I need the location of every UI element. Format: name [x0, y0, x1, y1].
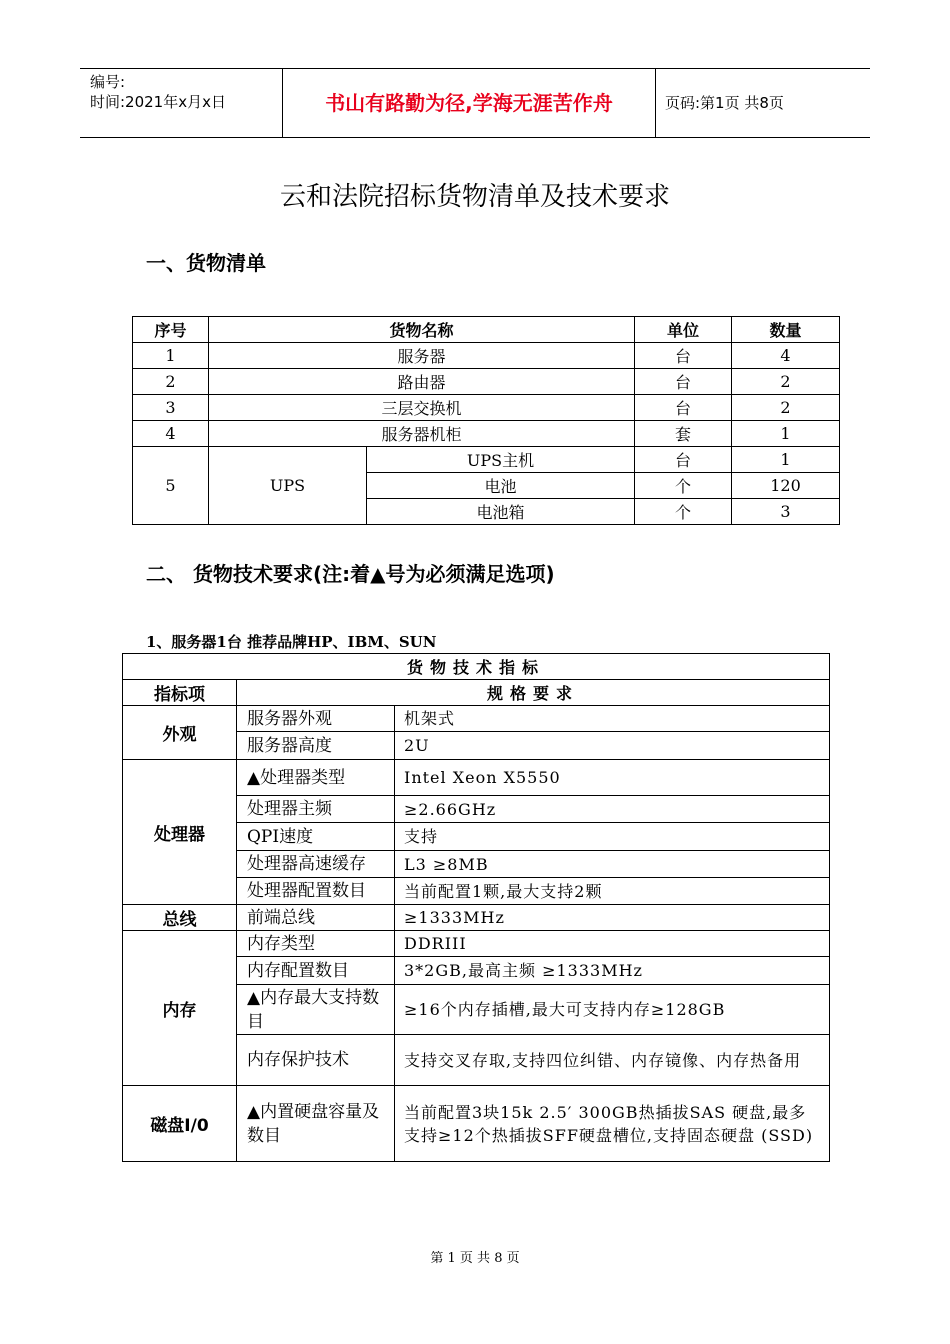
- goods-qty: 4: [732, 343, 840, 369]
- table-row: [123, 905, 830, 931]
- table-row: [123, 931, 830, 957]
- spec-item: 服务器高度: [237, 732, 395, 760]
- spec-item: 内存类型: [237, 931, 395, 957]
- subsection1-heading: 1、服务器1台 推荐品牌HP、IBM、SUN: [146, 633, 437, 651]
- spec-value: 支持: [395, 823, 830, 851]
- spec-category: 总线: [123, 905, 237, 931]
- spec-item: 前端总线: [237, 905, 395, 931]
- spec-value: DDRIII: [395, 931, 830, 957]
- goods-qty: 3: [732, 499, 840, 525]
- table-row: [123, 706, 830, 732]
- spec-caption: 货物技术指标: [123, 654, 830, 680]
- goods-name: 三层交换机: [209, 395, 635, 421]
- spec-value: 当前配置3块15k 2.5′ 300GB热插拔SAS 硬盘,最多支持≥12个热插拔SFF硬盘槽位,支持固态硬盘 (SSD): [395, 1086, 830, 1162]
- spec-item: 内存保护技术: [237, 1035, 395, 1086]
- spec-value: 2U: [395, 732, 830, 760]
- table-row: [123, 760, 830, 796]
- goods-name: 服务器: [209, 343, 635, 369]
- goods-header-unit: 单位: [635, 317, 732, 343]
- goods-no: 4: [133, 421, 209, 447]
- spec-category: 处理器: [123, 760, 237, 905]
- spec-header-requirement: 规格要求: [237, 680, 830, 706]
- header-divider: [655, 69, 656, 137]
- goods-subitem-name: 电池: [367, 473, 635, 499]
- goods-header-name: 货物名称: [209, 317, 635, 343]
- section2-heading: 二、 货物技术要求(注:着▲号为必须满足选项): [146, 562, 555, 586]
- goods-unit: 个: [635, 499, 732, 525]
- goods-qty: 1: [732, 447, 840, 473]
- spec-item: ▲内存最大支持数目: [237, 985, 395, 1035]
- goods-no: 1: [133, 343, 209, 369]
- goods-qty: 2: [732, 395, 840, 421]
- goods-unit: 套: [635, 421, 732, 447]
- goods-qty: 1: [732, 421, 840, 447]
- spec-header-item: 指标项: [123, 680, 237, 706]
- spec-value: ≥16个内存插槽,最大可支持内存≥128GB: [395, 985, 830, 1035]
- header-motto: 书山有路勤为径,学海无涯苦作舟: [325, 91, 613, 115]
- goods-qty: 120: [732, 473, 840, 499]
- goods-header-no: 序号: [133, 317, 209, 343]
- number-label: 编号:: [90, 73, 126, 91]
- table-row: [123, 1086, 830, 1162]
- spec-value: 支持交叉存取,支持四位纠错、内存镜像、内存热备用: [395, 1035, 830, 1086]
- goods-unit: 台: [635, 369, 732, 395]
- spec-value: 机架式: [395, 706, 830, 732]
- page-header: [80, 68, 870, 138]
- goods-header-row: [133, 317, 840, 343]
- table-row: [133, 447, 840, 473]
- goods-unit: 台: [635, 395, 732, 421]
- date-label: 时间:2021年x月x日: [90, 93, 226, 111]
- spec-value: 3*2GB,最高主频 ≥1333MHz: [395, 957, 830, 985]
- spec-item: QPI速度: [237, 823, 395, 851]
- section1-heading: 一、货物清单: [146, 251, 266, 275]
- goods-subitem-name: UPS主机: [367, 447, 635, 473]
- spec-value: ≥2.66GHz: [395, 796, 830, 823]
- table-row: [133, 395, 840, 421]
- goods-unit: 台: [635, 343, 732, 369]
- spec-value: ≥1333MHz: [395, 905, 830, 931]
- spec-item: 处理器配置数目: [237, 878, 395, 905]
- table-row: [133, 343, 840, 369]
- goods-subitem-name: 电池箱: [367, 499, 635, 525]
- goods-group-name: UPS: [209, 447, 367, 525]
- spec-item: ▲内置硬盘容量及数目: [237, 1086, 395, 1162]
- goods-unit: 台: [635, 447, 732, 473]
- header-page-label: 页码:第1页 共8页: [665, 94, 784, 112]
- spec-category: 内存: [123, 931, 237, 1086]
- spec-caption-row: [123, 654, 830, 680]
- spec-category: 磁盘I/0: [123, 1086, 237, 1162]
- spec-value: 当前配置1颗,最大支持2颗: [395, 878, 830, 905]
- document-title: 云和法院招标货物清单及技术要求: [279, 182, 670, 212]
- spec-item: 处理器高速缓存: [237, 851, 395, 878]
- spec-table: [122, 653, 830, 1162]
- table-row: [133, 369, 840, 395]
- spec-value: Intel Xeon X5550: [395, 760, 830, 796]
- goods-no: 5: [133, 447, 209, 525]
- goods-table: [132, 316, 840, 525]
- goods-unit: 个: [635, 473, 732, 499]
- spec-value: L3 ≥8MB: [395, 851, 830, 878]
- table-row: [133, 421, 840, 447]
- spec-category: 外观: [123, 706, 237, 760]
- goods-name: 服务器机柜: [209, 421, 635, 447]
- goods-header-qty: 数量: [732, 317, 840, 343]
- goods-no: 3: [133, 395, 209, 421]
- header-meta: [90, 72, 226, 112]
- spec-item: 服务器外观: [237, 706, 395, 732]
- page-footer: 第 1 页 共 8 页: [430, 1251, 520, 1266]
- goods-qty: 2: [732, 369, 840, 395]
- goods-no: 2: [133, 369, 209, 395]
- spec-header-row: [123, 680, 830, 706]
- spec-item: ▲处理器类型: [237, 760, 395, 796]
- spec-item: 处理器主频: [237, 796, 395, 823]
- goods-name: 路由器: [209, 369, 635, 395]
- spec-item: 内存配置数目: [237, 957, 395, 985]
